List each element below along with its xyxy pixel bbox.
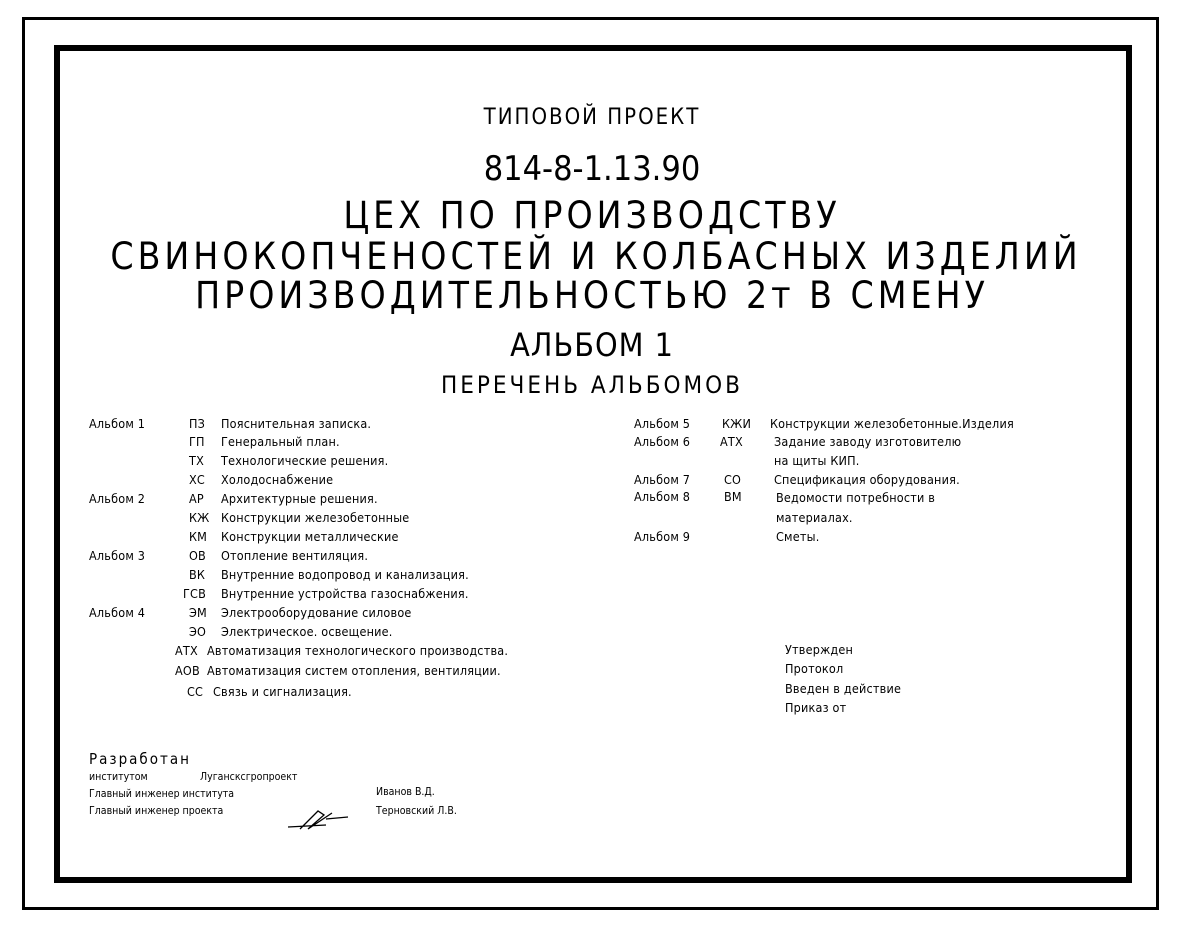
chief-project-label: Главный инженер проекта [89,805,224,817]
album-label: Альбом 8 [634,489,691,504]
section-desc: Внутренние водопровод и канализация. [221,567,469,582]
section-desc: Связь и сигнализация. [213,684,352,699]
section-desc: Сметы. [776,529,820,544]
section-desc: Конструкции металлические [221,529,399,544]
section-code: ОВ [189,548,206,563]
section-code: АТХ [720,434,743,449]
section-code: СО [724,472,742,487]
approval-line: Утвержден [785,642,854,657]
album-label: Альбом 1 [89,416,146,431]
section-code: ХС [189,472,205,487]
title-line-1: ЦЕХ ПО ПРОИЗВОДСТВУ [343,194,841,237]
section-desc: на щиты КИП. [774,453,860,468]
section-code: ГП [189,434,205,449]
chief-institute-label: Главный инженер института [89,788,235,800]
section-desc: Электрооборудование силовое [221,605,412,620]
section-code: АТХ [175,643,198,658]
section-code: ВМ [724,489,742,504]
list-heading: ПЕРЕЧЕНЬ АЛЬБОМОВ [441,371,743,399]
approval-line: Введен в действие [785,681,902,696]
chief-institute-name: Иванов В.Д. [376,786,435,798]
section-code: ЭО [189,624,207,639]
section-code: КЖ [189,510,210,525]
section-code: ГСВ [183,586,207,601]
section-code: СС [187,684,204,699]
album-label: Альбом 9 [634,529,691,544]
section-code: КЖИ [722,416,752,431]
section-desc: Внутренние устройства газоснабжения. [221,586,469,601]
title-line-3: ПРОИЗВОДИТЕЛЬНОСТЬЮ 2т В СМЕНУ [195,274,989,317]
institute-name: Лугансксгропроект [200,771,298,783]
section-desc: Спецификация оборудования. [774,472,960,487]
album-label: Альбом 5 [634,416,691,431]
section-desc: Холодоснабжение [221,472,334,487]
album-label: Альбом 4 [89,605,146,620]
project-type: ТИПОВОЙ ПРОЕКТ [483,105,701,130]
section-code: АР [189,491,204,506]
album-label: Альбом 3 [89,548,146,563]
section-code: АОВ [175,663,200,678]
section-code: КМ [189,529,208,544]
section-desc: Автоматизация систем отопления, вентиляции. [207,663,501,678]
approval-line: Приказ от [785,700,847,715]
approval-line: Протокол [785,661,844,676]
section-desc: Конструкции железобетонные [221,510,410,525]
section-code: ПЗ [189,416,206,431]
section-code: ЭМ [189,605,207,620]
section-desc: Ведомости потребности в [776,490,936,505]
album-label: Альбом 7 [634,472,691,487]
section-desc: Задание заводу изготовителю [774,434,962,449]
chief-project-name: Терновский Л.В. [376,805,457,817]
institute-label: институтом [89,771,148,783]
album-label: Альбом 6 [634,434,691,449]
developer-heading: Разработан [89,750,191,768]
section-desc: Автоматизация технологического производства. [207,643,509,658]
section-desc: Электрическое. освещение. [221,624,393,639]
section-desc: материалах. [776,510,853,525]
section-code: ВК [189,567,206,582]
section-desc: Пояснительная записка. [221,416,372,431]
section-desc: Архитектурные решения. [221,491,378,506]
section-desc: Конструкции железобетонные.Изделия [770,416,1014,431]
section-code: ТХ [189,453,204,468]
title-line-2: СВИНОКОПЧЕНОСТЕЙ И КОЛБАСНЫХ ИЗДЕЛИЙ [110,235,1082,278]
album-label: Альбом 2 [89,491,146,506]
project-number: 814-8-1.13.90 [483,149,701,189]
signature-mark [286,803,356,833]
section-desc: Генеральный план. [221,434,340,449]
section-desc: Технологические решения. [221,453,389,468]
section-desc: Отопление вентиляция. [221,548,369,563]
album-heading: АЛЬБОМ 1 [510,326,674,364]
